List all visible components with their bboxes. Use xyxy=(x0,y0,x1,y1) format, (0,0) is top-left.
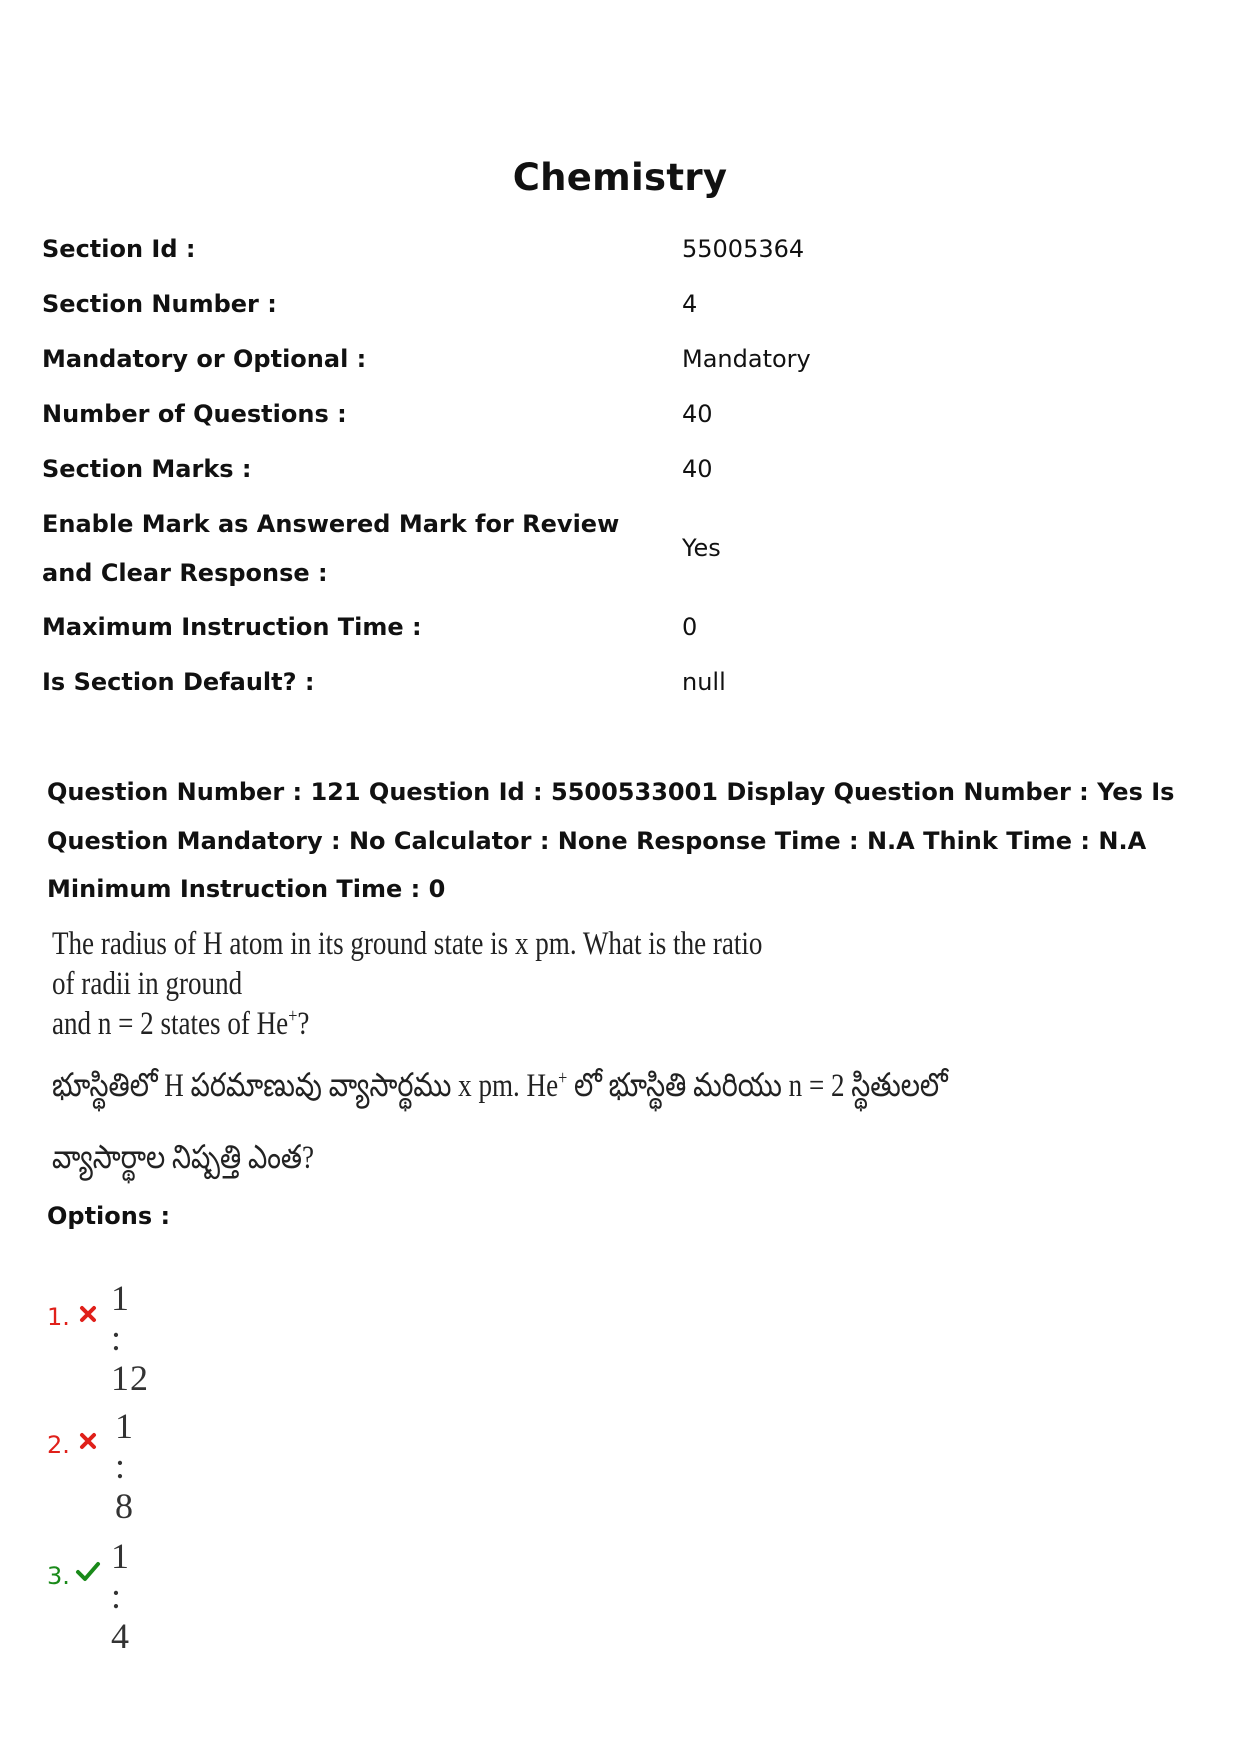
info-label: Section Marks : xyxy=(42,455,252,483)
option-value: 1 : 12 xyxy=(111,1278,149,1398)
info-label: Enable Mark as Answered Mark for Review and Clear Response : xyxy=(42,509,620,587)
option-value: 1 : 4 xyxy=(111,1536,130,1656)
question-text-line: వ్యాసార్థాల నిష్పత్తి ఎంత? xyxy=(52,1140,315,1176)
question-text-line: The radius of H atom in its ground state is x pm. What is the ratio of radii in ground xyxy=(52,926,763,1002)
question-text-fragment: ? xyxy=(297,1006,310,1042)
cross-icon xyxy=(77,1303,99,1325)
options-label: Options : xyxy=(47,1202,171,1230)
question-text-fragment: భూస్థితిలో H పరమాణువు వ్యాసార్థము x pm. He xyxy=(52,1068,559,1104)
question-text-fragment: and n = 2 states of He xyxy=(52,1006,289,1042)
option-number: 2. xyxy=(47,1431,70,1459)
question-text-english xyxy=(52,924,790,1044)
info-row-section-id xyxy=(42,222,1192,277)
question-text-telugu xyxy=(52,1050,954,1194)
info-label: Number of Questions : xyxy=(42,400,347,428)
question-text-line xyxy=(52,1004,790,1044)
info-row-section-default xyxy=(42,655,1192,710)
info-row-section-number xyxy=(42,277,1192,332)
info-value: 4 xyxy=(682,290,698,318)
question-text-fragment: లో భూస్థితి మరియు n = 2 స్థితులలో xyxy=(567,1068,948,1104)
info-row-mandatory xyxy=(42,332,1192,387)
checkmark-icon xyxy=(75,1560,101,1582)
info-label: Is Section Default? : xyxy=(42,668,315,696)
info-value: 55005364 xyxy=(682,235,805,263)
question-text-line xyxy=(52,1050,954,1122)
info-row-question-count xyxy=(42,387,1192,442)
option-number: 1. xyxy=(47,1303,70,1331)
section-info-table xyxy=(42,222,1192,710)
info-row-enable-mark xyxy=(42,497,1192,600)
superscript-charge: + xyxy=(558,1067,568,1089)
question-meta: Question Number : 121 Question Id : 5500533001 Display Question Number : Yes Is Question Mandatory : No Calculator : None Response Time : N.A Think Time : N.A Minimum Instruction Time : 0 xyxy=(47,778,1175,903)
info-label: Maximum Instruction Time : xyxy=(42,613,422,641)
info-value: 0 xyxy=(682,613,698,641)
option-number: 3. xyxy=(47,1562,70,1590)
option-value: 1 : 8 xyxy=(115,1406,134,1526)
info-value: Yes xyxy=(682,534,721,562)
info-value: 40 xyxy=(682,455,713,483)
info-label: Section Id : xyxy=(42,235,196,263)
info-label: Section Number : xyxy=(42,290,277,318)
info-value: null xyxy=(682,668,726,696)
info-row-section-marks xyxy=(42,442,1192,497)
info-row-instruction-time xyxy=(42,600,1192,655)
info-label: Mandatory or Optional : xyxy=(42,345,367,373)
info-value: 40 xyxy=(682,400,713,428)
info-value: Mandatory xyxy=(682,345,811,373)
cross-icon xyxy=(77,1430,99,1452)
section-title: Chemistry xyxy=(512,156,728,199)
superscript-charge: + xyxy=(288,1005,298,1027)
